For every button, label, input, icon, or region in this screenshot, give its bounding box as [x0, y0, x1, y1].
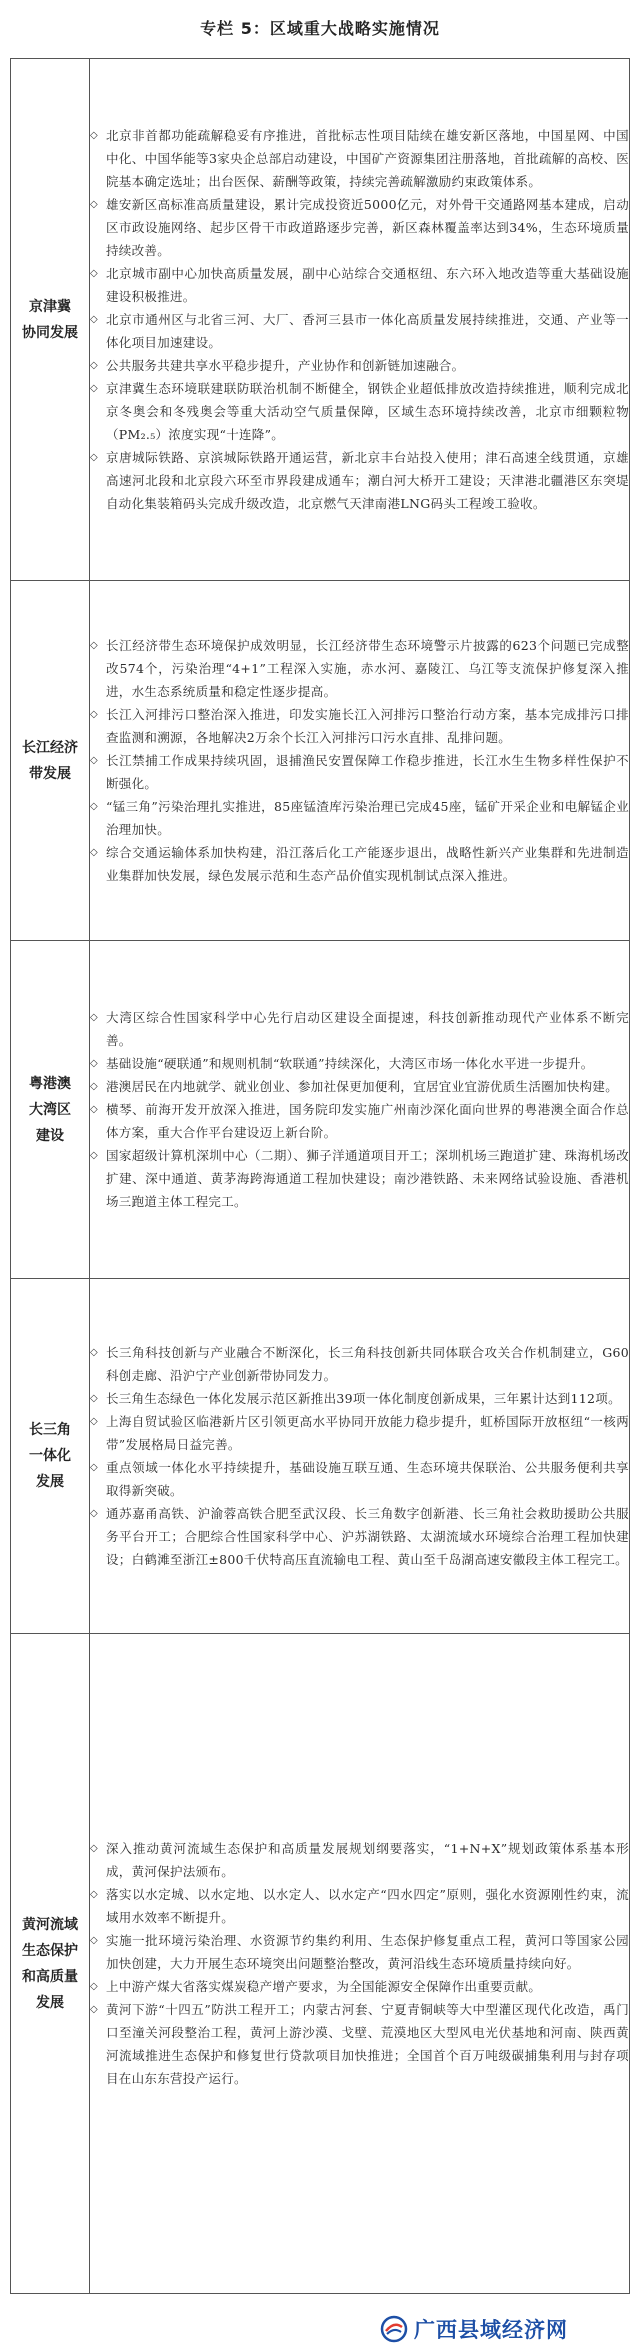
diamond-outline-icon: ◇	[90, 1150, 98, 1161]
item-text: 横琴、前海开发开放深入推进，国务院印发实施广州南沙深化面向世界的粤港澳全面合作总体方案，重大合作平台建设迈上新台阶。	[106, 1102, 629, 1140]
diamond-outline-icon: ◇	[90, 383, 98, 394]
diamond-outline-icon: ◇	[90, 1508, 98, 1519]
item-text: 北京城市副中心加快高质量发展，副中心站综合交通枢纽、东六环入地改造等重大基础设施建设积极推进。	[106, 266, 629, 304]
list-item	[90, 1456, 629, 1502]
diamond-outline-icon: ◇	[90, 1462, 98, 1473]
circle-globe-logo-icon	[380, 2315, 408, 2343]
list-item	[90, 1006, 629, 1052]
region-name: 粤港澳 大湾区 建设	[29, 1075, 71, 1144]
diamond-outline-icon: ◇	[90, 1416, 98, 1427]
region-cell	[11, 581, 90, 941]
region-cell	[11, 941, 90, 1279]
section-row	[11, 1634, 630, 2294]
diamond-outline-icon: ◇	[90, 640, 98, 651]
list-item	[90, 1144, 629, 1213]
item-text: 京唐城际铁路、京滨城际铁路开通运营，新北京丰台站投入使用；津石高速全线贯通，京雄高速河北段和北京段六环至市界段建成通车；潮白河大桥开工建设；天津港北疆港区东突堤自动化集装箱码头完成升级改造，北京燃气天津南港LNG码头工程竣工验收。	[106, 450, 629, 511]
list-item	[90, 1387, 629, 1410]
list-item	[90, 377, 629, 446]
diamond-outline-icon: ◇	[90, 1012, 98, 1023]
list-item	[90, 193, 629, 262]
list-item	[90, 1883, 629, 1929]
list-item	[90, 841, 629, 887]
section-row	[11, 1279, 630, 1634]
content-cell	[90, 1634, 630, 2294]
item-text: 落实以水定城、以水定地、以水定人、以水定产“四水四定”原则，强化水资源刚性约束，流域用水效率不断提升。	[106, 1887, 629, 1925]
diamond-outline-icon: ◇	[90, 1889, 98, 1900]
diamond-outline-icon: ◇	[90, 314, 98, 325]
list-item	[90, 1341, 629, 1387]
list-item	[90, 446, 629, 515]
diamond-outline-icon: ◇	[90, 755, 98, 766]
region-name: 黄河流域 生态保护 和高质量 发展	[22, 1916, 78, 2011]
region-name: 京津冀 协同发展	[22, 298, 78, 341]
diamond-outline-icon: ◇	[90, 268, 98, 279]
diamond-outline-icon: ◇	[90, 452, 98, 463]
diamond-outline-icon: ◇	[90, 1393, 98, 1404]
region-name: 长江经济 带发展	[22, 739, 78, 782]
diamond-outline-icon: ◇	[90, 709, 98, 720]
content-cell	[90, 59, 630, 581]
diamond-outline-icon: ◇	[90, 1347, 98, 1358]
list-item	[90, 1975, 629, 1998]
list-item	[90, 1098, 629, 1144]
list-item	[90, 354, 629, 377]
item-text: 京津冀生态环境联建联防联治机制不断健全，钢铁企业超低排放改造持续推进，顺利完成北京冬奥会和冬残奥会等重大活动空气质量保障，区域生态环境持续改善，北京市细颗粒物（PM₂.₅）浓度实现“十连降”。	[106, 381, 629, 442]
diamond-outline-icon: ◇	[90, 360, 98, 371]
item-text: 北京市通州区与北省三河、大厂、香河三县市一体化高质量发展持续推进，交通、产业等一体化项目加速建设。	[106, 312, 629, 350]
column-title: 专栏 5：区域重大战略实施情况	[200, 19, 440, 38]
item-text: 长三角科技创新与产业融合不断深化，长三角科技创新共同体联合攻关合作机制建立，G60科创走廊、沿沪宁产业创新带协同发力。	[106, 1345, 629, 1383]
item-text: 黄河下游“十四五”防洪工程开工；内蒙古河套、宁夏青铜峡等大中型灌区现代化改造，禹门口至潼关河段整治工程，黄河上游沙漠、戈壁、荒漠地区大型风电光伏基地和河南、陕西黄河流域推进生态保护和修复世行贷款项目加快推进；全国首个百万吨级碳捕集利用与封存项目在山东东营投产运行。	[106, 2002, 629, 2086]
diamond-outline-icon: ◇	[90, 1058, 98, 1069]
item-text: 长三角生态绿色一体化发展示范区新推出39项一体化制度创新成果，三年累计达到112项。	[106, 1391, 621, 1406]
diamond-outline-icon: ◇	[90, 2004, 98, 2015]
item-text: 大湾区综合性国家科学中心先行启动区建设全面提速，科技创新推动现代产业体系不断完善。	[106, 1010, 629, 1048]
item-text: 北京非首都功能疏解稳妥有序推进，首批标志性项目陆续在雄安新区落地，中国星网、中国中化、中国华能等3家央企总部启动建设，中国矿产资源集团注册落地，首批疏解的高校、医院基本确定选址；出台医保、薪酬等政策，持续完善疏解激励约束政策体系。	[106, 128, 629, 189]
section-row	[11, 581, 630, 941]
list-item	[90, 795, 629, 841]
diamond-outline-icon: ◇	[90, 801, 98, 812]
watermark	[380, 2312, 630, 2346]
region-cell	[11, 1279, 90, 1634]
item-text: 雄安新区高标准高质量建设，累计完成投资近5000亿元，对外骨干交通路网基本建成，启动区市政设施网络、起步区骨干市政道路逐步完善，新区森林覆盖率达到34%，生态环境质量持续改善。	[106, 197, 629, 258]
item-text: 国家超级计算机深圳中心（二期）、狮子洋通道项目开工；深圳机场三跑道扩建、珠海机场改扩建、深中通道、黄茅海跨海通道工程加快建设；南沙港铁路、未来网络试验设施、香港机场三跑道主体工程完工。	[106, 1148, 629, 1209]
item-text: 实施一批环境污染治理、水资源节约集约利用、生态保护修复重点工程，黄河口等国家公园加快创建，大力开展生态环境突出问题整治整改，黄河沿线生态环境质量持续向好。	[106, 1933, 629, 1971]
item-text: 长江经济带生态环境保护成效明显，长江经济带生态环境警示片披露的623个问题已完成整改574个，污染治理“4+1”工程深入实施，赤水河、嘉陵江、乌江等支流保护修复深入推进，水生态系统质量和稳定性逐步提高。	[106, 638, 629, 699]
diamond-outline-icon: ◇	[90, 1104, 98, 1115]
diamond-outline-icon: ◇	[90, 1981, 98, 1992]
list-item	[90, 1075, 629, 1098]
list-item	[90, 1410, 629, 1456]
item-text: 公共服务共建共享水平稳步提升，产业协作和创新链加速融合。	[106, 358, 465, 373]
list-item	[90, 1998, 629, 2090]
list-item	[90, 1052, 629, 1075]
list-item	[90, 308, 629, 354]
diamond-outline-icon: ◇	[90, 1935, 98, 1946]
item-text: 长江入河排污口整治深入推进，印发实施长江入河排污口整治行动方案，基本完成排污口排查监测和溯源，各地解决2万余个长江入河排污口污水直排、乱排问题。	[106, 707, 629, 745]
section-row	[11, 941, 630, 1279]
list-item	[90, 262, 629, 308]
region-name: 长三角 一体化 发展	[29, 1422, 71, 1490]
item-text: 上中游产煤大省落实煤炭稳产增产要求，为全国能源安全保障作出重要贡献。	[106, 1979, 542, 1994]
list-item	[90, 1929, 629, 1975]
list-item	[90, 703, 629, 749]
region-cell	[11, 1634, 90, 2294]
item-text: 重点领域一体化水平持续提升，基础设施互联互通、生态环境共保联治、公共服务便利共享取得新突破。	[106, 1460, 629, 1498]
section-row	[11, 59, 630, 581]
item-text: 深入推动黄河流域生态保护和高质量发展规划纲要落实，“1+N+X”规划政策体系基本形成，黄河保护法颁布。	[106, 1841, 629, 1879]
item-text: 通苏嘉甬高铁、沪渝蓉高铁合肥至武汉段、长三角数字创新港、长三角社会救助援助公共服务平台开工；合肥综合性国家科学中心、沪苏湖铁路、太湖流域水环境综合治理工程加快建设；白鹤滩至浙江±800千伏特高压直流输电工程、黄山至千岛湖高速安徽段主体工程完工。	[106, 1506, 629, 1567]
diamond-outline-icon: ◇	[90, 847, 98, 858]
strategy-table	[10, 58, 630, 2294]
list-item	[90, 1837, 629, 1883]
diamond-outline-icon: ◇	[90, 1843, 98, 1854]
item-text: 基础设施“硬联通”和规则机制“软联通”持续深化，大湾区市场一体化水平进一步提升。	[106, 1056, 594, 1071]
diamond-outline-icon: ◇	[90, 130, 98, 141]
list-item	[90, 749, 629, 795]
diamond-outline-icon: ◇	[90, 199, 98, 210]
item-text: “锰三角”污染治理扎实推进，85座锰渣库污染治理已完成45座，锰矿开采企业和电解锰企业治理加快。	[106, 799, 629, 837]
list-item	[90, 1502, 629, 1571]
item-text: 长江禁捕工作成果持续巩固，退捕渔民安置保障工作稳步推进，长江水生生物多样性保护不断强化。	[106, 753, 629, 791]
list-item	[90, 124, 629, 193]
diamond-outline-icon: ◇	[90, 1081, 98, 1092]
content-cell	[90, 1279, 630, 1634]
list-item	[90, 634, 629, 703]
item-text: 综合交通运输体系加快构建，沿江落后化工产能逐步退出，战略性新兴产业集群和先进制造业集群加快发展，绿色发展示范和生态产品价值实现机制试点深入推进。	[106, 845, 629, 883]
item-text: 港澳居民在内地就学、就业创业、参加社保更加便利，宜居宜业宜游优质生活圈加快构建。	[106, 1079, 619, 1094]
content-cell	[90, 581, 630, 941]
watermark-text: 广西县域经济网	[414, 2318, 568, 2342]
content-cell	[90, 941, 630, 1279]
item-text: 上海自贸试验区临港新片区引领更高水平协同开放能力稳步提升，虹桥国际开放枢纽“一核两带”发展格局日益完善。	[106, 1414, 629, 1452]
region-cell	[11, 59, 90, 581]
